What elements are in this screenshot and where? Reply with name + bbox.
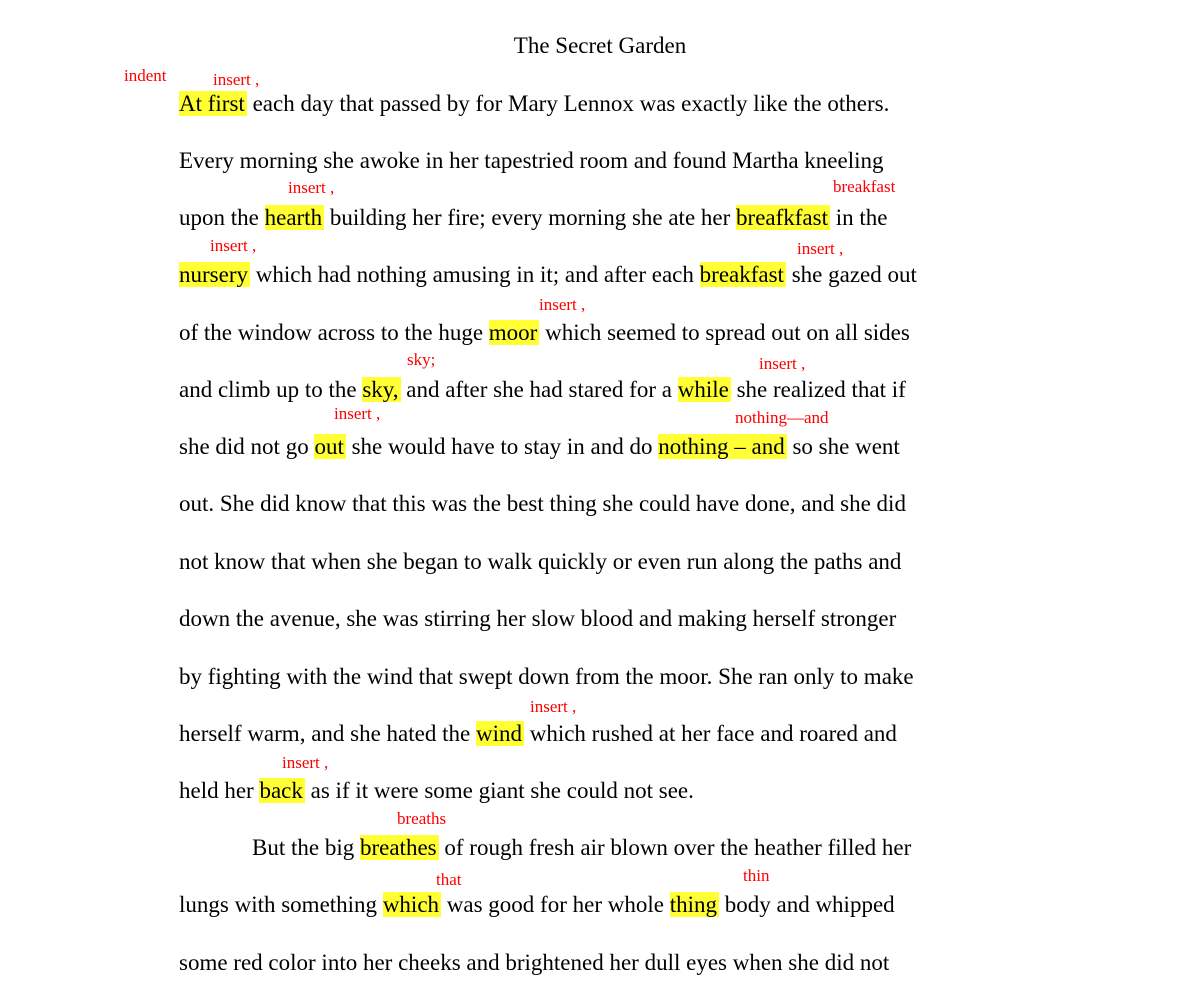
text-line: she did not go out she would have to stay in and do nothing – and so she went <box>179 434 900 459</box>
highlighted-word: moor <box>488 320 538 345</box>
highlighted-word: back <box>259 778 303 803</box>
text-line: Every morning she awoke in her tapestried room and found Martha kneeling <box>179 148 884 173</box>
annotation-correction: breakfast <box>833 177 896 196</box>
highlighted-word: which <box>382 892 440 917</box>
text-line: some red color into her cheeks and brightened her dull eyes when she did not <box>179 950 890 975</box>
annotation-insert: insert , <box>530 697 577 716</box>
highlighted-word: wind <box>475 721 522 746</box>
text-line: upon the hearth building her fire; every morning she ate her breafkfast in the <box>179 205 888 230</box>
text-line: held her back as if it were some giant she could not see. <box>179 778 694 803</box>
annotation-correction: breaths <box>397 809 447 828</box>
annotation-insert: insert , <box>797 239 844 258</box>
highlighted-word: thing <box>669 892 717 917</box>
annotation-correction: thin <box>743 866 770 885</box>
highlighted-word: while <box>677 377 729 402</box>
annotation-insert: insert , <box>288 178 335 197</box>
text-line: and climb up to the sky, and after she had stared for a while she realized that if <box>179 377 906 402</box>
text-line: out. She did know that this was the best thing she could have done, and she did <box>179 491 906 516</box>
annotation-indent: indent <box>124 66 167 85</box>
highlighted-word: At first <box>179 91 245 116</box>
annotation-insert: insert , <box>539 295 586 314</box>
annotation-insert: insert , <box>759 354 806 373</box>
text-line: not know that when she began to walk quickly or even run along the paths and <box>179 549 902 574</box>
text-line: down the avenue, she was stirring her slow blood and making herself stronger <box>179 606 897 631</box>
annotation-insert: insert , <box>334 404 381 423</box>
annotation-correction: nothing—and <box>735 408 829 427</box>
highlighted-word: out <box>314 434 344 459</box>
annotation-insert: insert , <box>282 753 329 772</box>
highlighted-word: sky, <box>362 377 399 402</box>
annotation-insert: insert , <box>213 70 260 89</box>
highlighted-word: nothing – and <box>658 434 785 459</box>
text-line: by fighting with the wind that swept down from the moor. She ran only to make <box>179 664 914 689</box>
highlighted-word: breakfast <box>699 262 784 287</box>
document-title: The Secret Garden <box>513 33 687 58</box>
highlighted-word: breathes <box>359 835 437 860</box>
text-line: of the window across to the huge moor which seemed to spread out on all sides <box>179 320 910 345</box>
highlighted-word: nursery <box>179 262 248 287</box>
text-line: nursery which had nothing amusing in it; and after each breakfast she gazed out <box>179 262 917 287</box>
text-line: But the big breathes of rough fresh air blown over the heather filled her <box>252 835 912 860</box>
annotation-correction: sky; <box>407 350 436 369</box>
text-line: herself warm, and she hated the wind which rushed at her face and roared and <box>179 721 897 746</box>
highlighted-word: breafkfast <box>736 205 828 230</box>
annotation-correction: that <box>436 870 462 889</box>
text-line: lungs with something which was good for her whole thing body and whipped <box>179 892 895 917</box>
highlighted-word: hearth <box>264 205 323 230</box>
annotation-insert: insert , <box>210 236 257 255</box>
text-line: At first each day that passed by for Mary Lennox was exactly like the others. <box>179 91 890 116</box>
